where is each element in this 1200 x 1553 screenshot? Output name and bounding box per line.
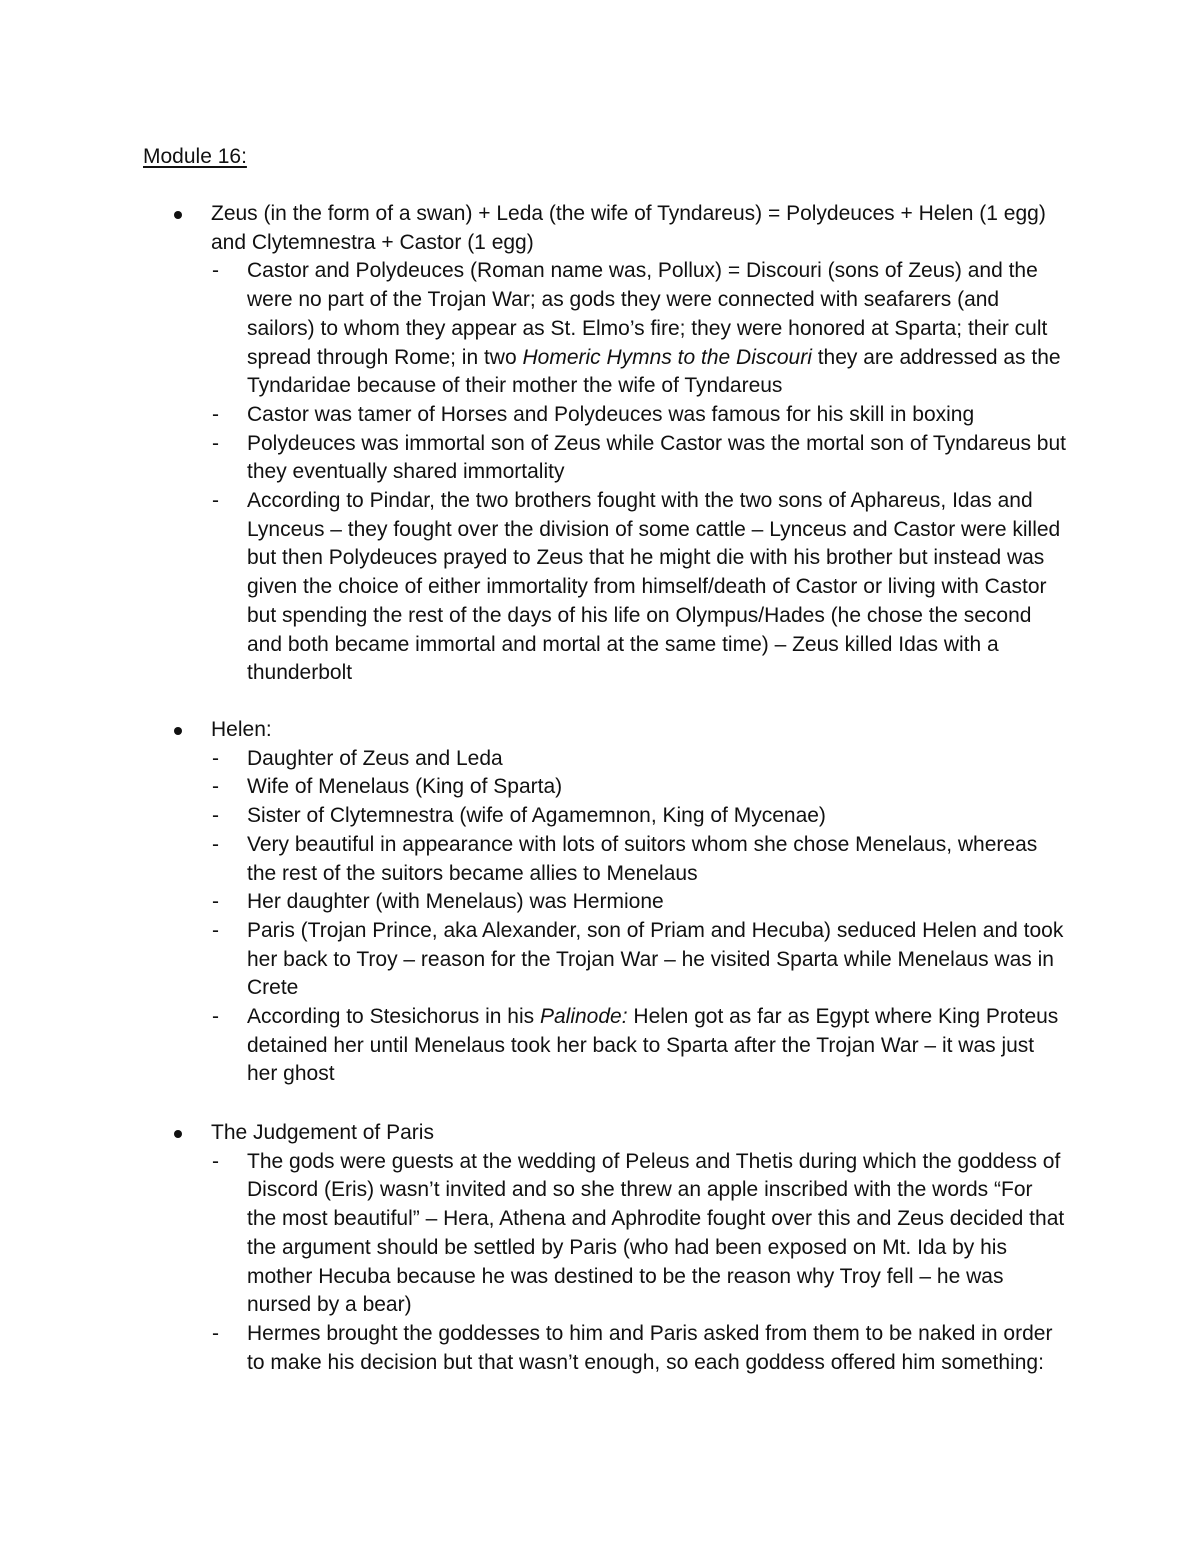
dash-icon: -: [212, 1321, 219, 1345]
bullet-icon: [174, 211, 182, 219]
dash-icon: -: [212, 1149, 219, 1173]
list-item: - Daughter of Zeus and Leda: [0, 745, 1200, 774]
section-zeus-leda: [0, 200, 1200, 688]
list-item: - Her daughter (with Menelaus) was Hermione: [0, 888, 1200, 917]
list-item: - According to Stesichorus in his Palinode: Helen got as far as Egypt where King Proteus detained her until Menelaus took her back to Sparta after the Trojan War – it was just her ghost: [212, 1005, 1059, 1086]
sub-list: [0, 257, 1200, 688]
bullet-heading: Zeus (in the form of a swan) + Leda (the wife of Tyndareus) = Polydeuces + Helen (1 egg) and Clytemnestra + Castor (1 egg): [211, 202, 1046, 254]
list-item: - Paris (Trojan Prince, aka Alexander, son of Priam and Hecuba) seduced Helen and took her back to Troy – reason for the Trojan War – he visited Sparta while Menelaus was in Crete: [212, 918, 1064, 1000]
bullet-item: [0, 716, 1200, 745]
section-helen: [0, 716, 1200, 1089]
dash-icon: -: [212, 1005, 219, 1029]
list-item: - According to Pindar, the two brothers fought with the two sons of Aphareus, Idas and Lynceus – they fought over the division of some cattle – Lynceus and Castor were killed but then Polydeuces prayed to Zeus that he might die with his brother but instead was given the choice of either immortality from himself/death of Castor or living with Castor but spending the rest of the days of his life on Olympus/Hades (he chose the second and both became immortal and mortal at the same time) – Zeus killed Idas with a thunderbolt: [212, 489, 1061, 685]
bullet-heading: The Judgement of Paris: [211, 1121, 434, 1144]
list-item: - Wife of Menelaus (King of Sparta): [0, 773, 1200, 802]
bullet-icon: [174, 727, 182, 735]
bullet-icon: [174, 1130, 182, 1138]
dash-icon: -: [212, 489, 219, 513]
list-item: - Castor and Polydeuces (Roman name was, Pollux) = Discouri (sons of Zeus) and the were no part of the Trojan War; as gods they were connected with seafarers (and sailors) to whom they appear as St. Elmo’s fire; they were honored at Sparta; their cult spread through Rome; in two Homeric Hymns to the Discouri they are addressed as the Tyndaridae because of their mother the wife of Tyndareus: [212, 259, 1061, 398]
list-item: - Sister of Clytemnestra (wife of Agamemnon, King of Mycenae): [0, 802, 1200, 831]
dash-icon: -: [212, 746, 219, 770]
dash-icon: -: [212, 804, 219, 828]
list-item: - Hermes brought the goddesses to him and Paris asked from them to be naked in order to make his decision but that wasn’t enough, so each goddess offered him something:: [212, 1321, 1053, 1374]
dash-icon: -: [212, 402, 219, 426]
dash-icon: -: [212, 890, 219, 914]
dash-icon: -: [212, 259, 219, 283]
dash-icon: -: [212, 918, 219, 942]
dash-icon: -: [212, 775, 219, 799]
sub-list: [0, 745, 1200, 1089]
dash-icon: -: [212, 431, 219, 455]
bullet-item: [0, 1119, 1200, 1148]
list-item: - The gods were guests at the wedding of Peleus and Thetis during which the goddess of Discord (Eris) wasn’t invited and so she threw an apple inscribed with the words “For the most beautiful” – Hera, Athena and Aphrodite fought over this and Zeus decided that the argument should be settled by Paris (who had been exposed on Mt. Ida by his mother Hecuba because he was destined to be the reason why Troy fell – he was nursed by a bear): [212, 1149, 1065, 1317]
dash-icon: -: [212, 832, 219, 856]
section-judgement-of-paris: [0, 1119, 1200, 1377]
bullet-heading: Helen:: [211, 718, 272, 741]
sub-list: [0, 1148, 1200, 1378]
bullet-item: [0, 200, 1200, 257]
list-item: - Very beautiful in appearance with lots of suitors whom she chose Menelaus, whereas the rest of the suitors became allies to Menelaus: [212, 832, 1038, 885]
list-item: - Polydeuces was immortal son of Zeus while Castor was the mortal son of Tyndareus but they eventually shared immortality: [212, 431, 1066, 484]
page-title: Module 16:: [143, 145, 247, 168]
list-item: - Castor was tamer of Horses and Polydeuces was famous for his skill in boxing: [0, 401, 1200, 430]
